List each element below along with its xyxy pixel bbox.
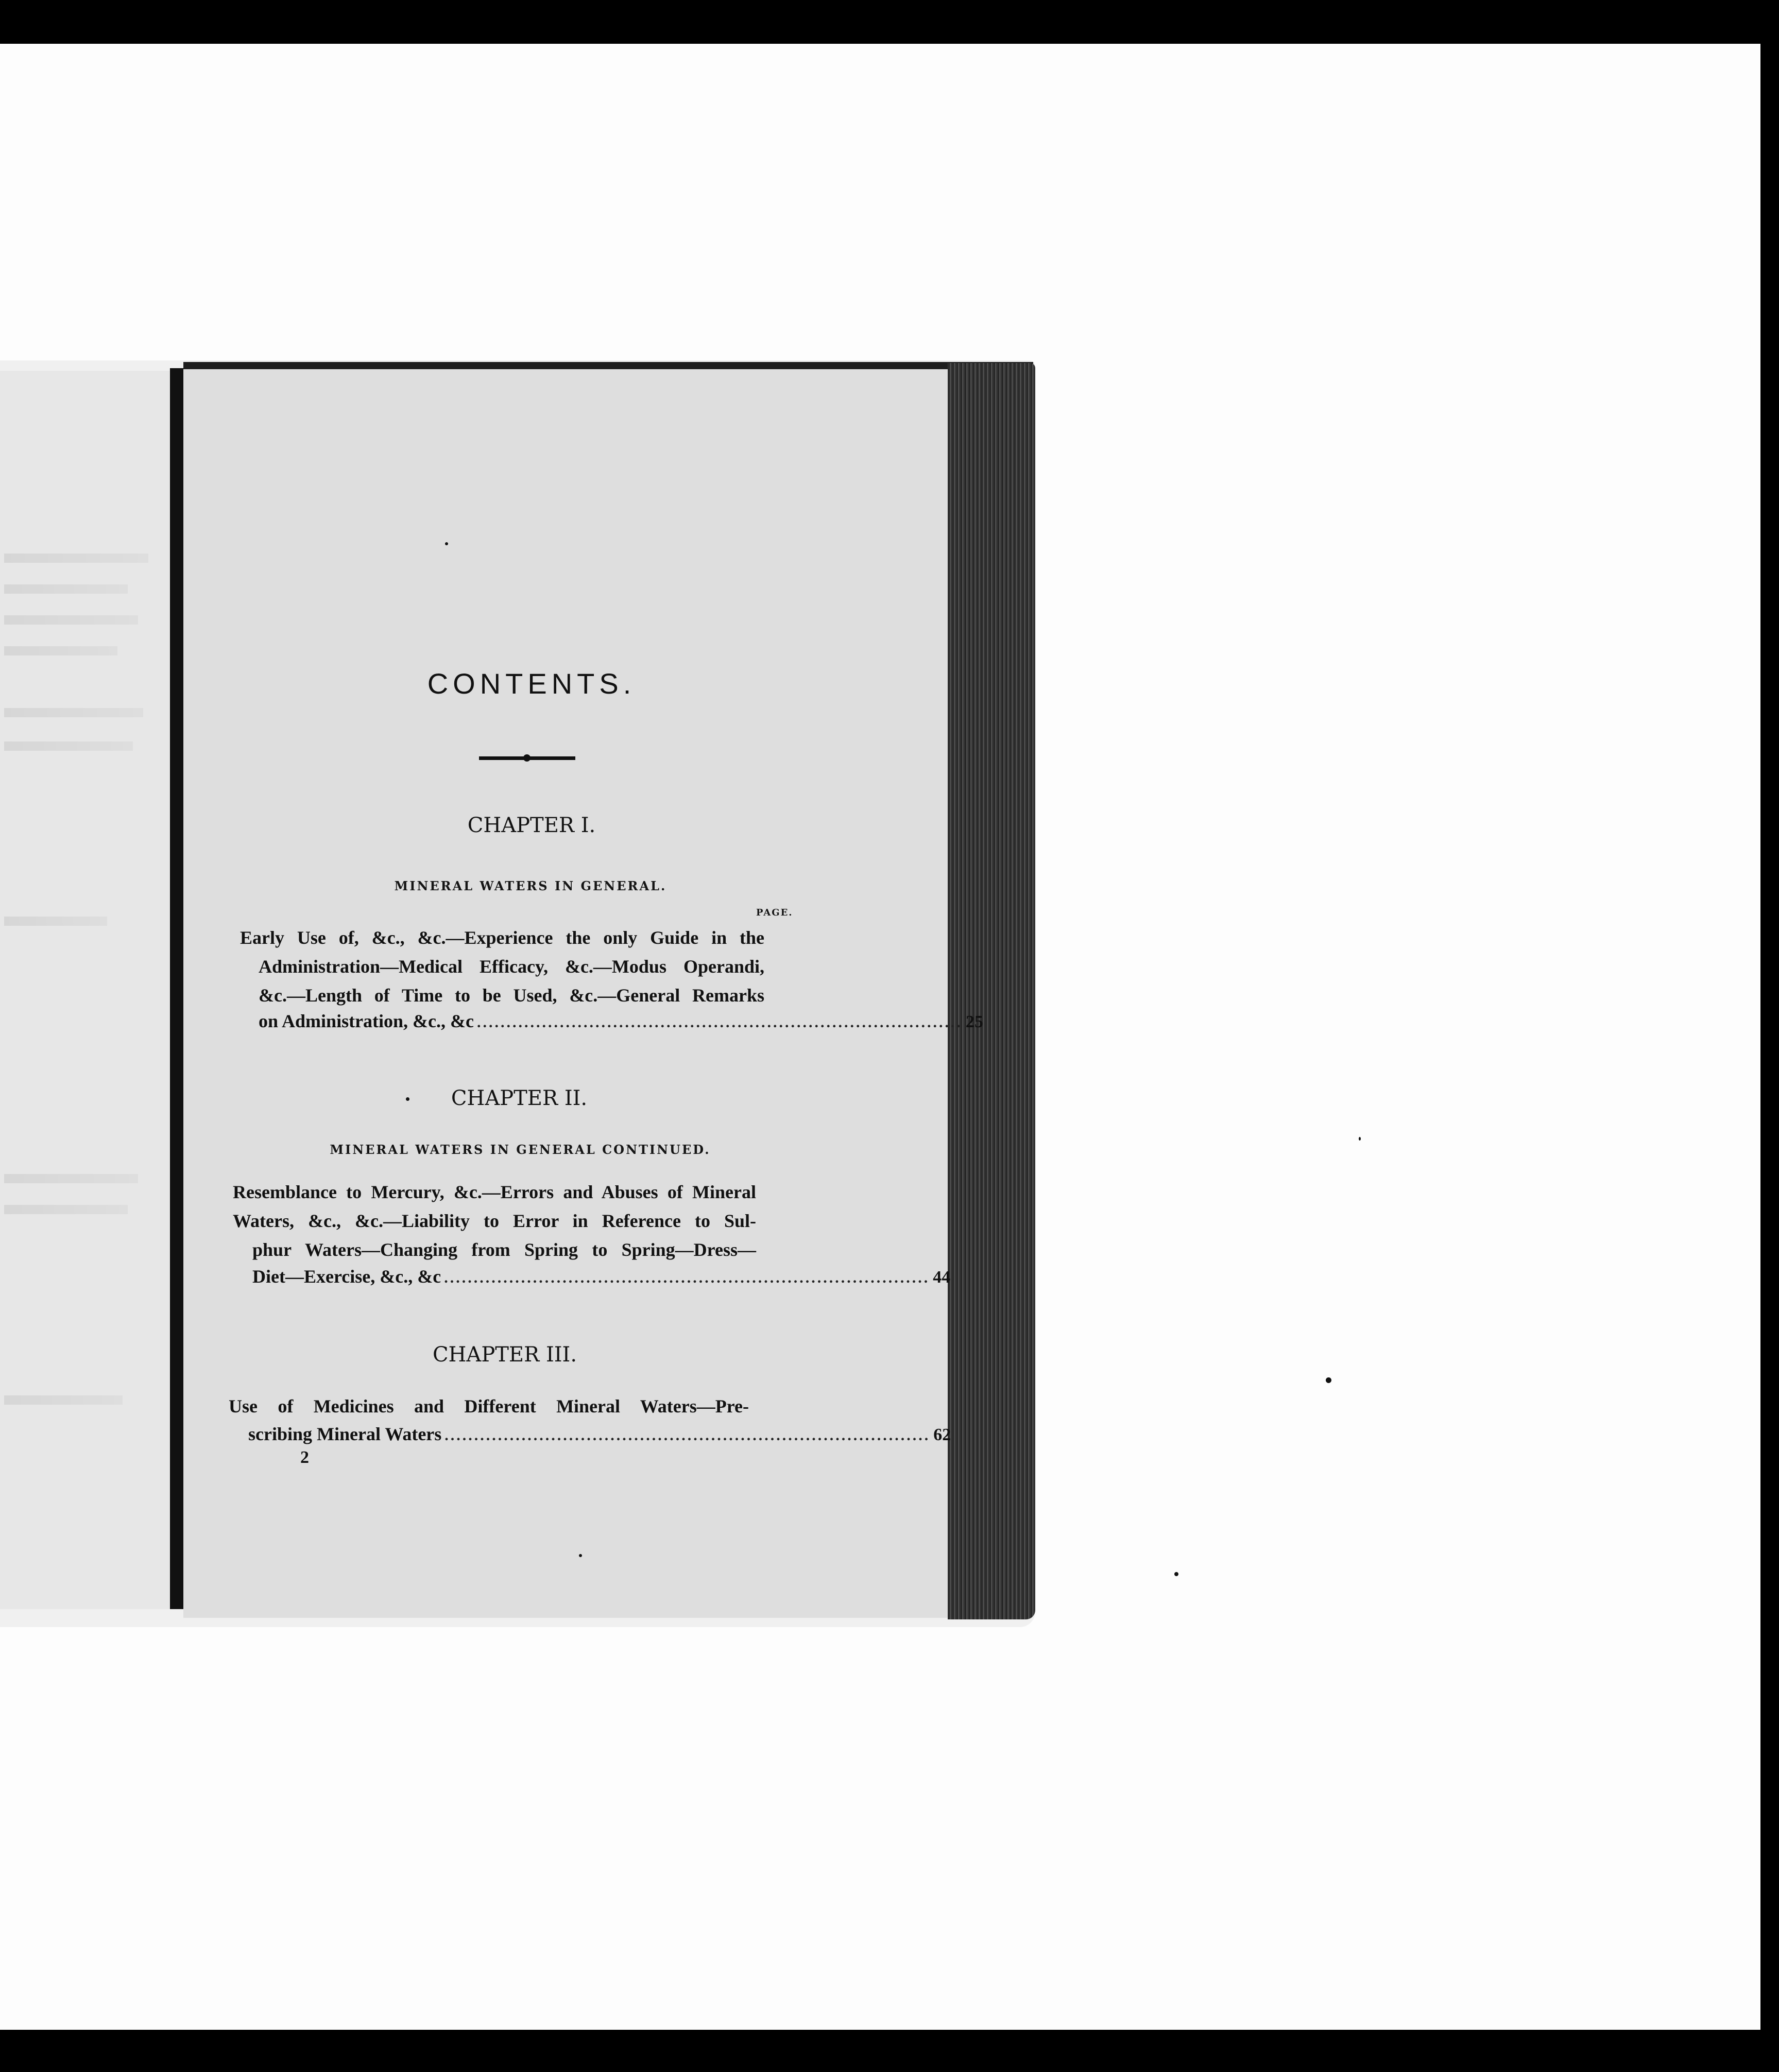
bleed-through-line bbox=[4, 1205, 128, 1214]
dot-leader: .................................................................................. bbox=[444, 1269, 930, 1286]
chapter-1-subtitle: MINERAL WATERS IN GENERAL. bbox=[394, 878, 667, 893]
chapter-1-summary-line: Administration—Medical Efficacy, &c.—Modus Operandi, bbox=[259, 956, 764, 977]
chapter-3-page-number: 62 bbox=[933, 1425, 951, 1444]
chapter-2-toc-entry[interactable] bbox=[252, 1266, 951, 1287]
scan-speck bbox=[1174, 1572, 1178, 1576]
chapter-3-heading: CHAPTER III. bbox=[432, 1343, 577, 1367]
chapter-2-heading: CHAPTER II. bbox=[451, 1086, 588, 1110]
page-column-label: PAGE. bbox=[756, 907, 793, 918]
bleed-through-line bbox=[4, 554, 148, 563]
scan-border-bottom bbox=[0, 2030, 1779, 2072]
bleed-through-line bbox=[4, 708, 143, 717]
left-page bbox=[0, 371, 174, 1609]
bleed-through-line bbox=[4, 917, 107, 926]
chapter-2-subtitle: MINERAL WATERS IN GENERAL CONTINUED. bbox=[330, 1142, 711, 1157]
bleed-through-line bbox=[4, 615, 138, 625]
scan-speck bbox=[1359, 1137, 1361, 1141]
scan-speck bbox=[1326, 1377, 1331, 1383]
chapter-1-heading: CHAPTER I. bbox=[467, 814, 596, 837]
chapter-3-summary-last-line: scribing Mineral Waters bbox=[248, 1424, 442, 1444]
chapter-1-page-number: 25 bbox=[966, 1012, 983, 1031]
bleed-through-line bbox=[4, 1174, 138, 1183]
dot-leader: .................................................................................. bbox=[477, 1014, 963, 1031]
bleed-through-line bbox=[4, 741, 133, 751]
bleed-through-line bbox=[4, 646, 117, 655]
chapter-3-toc-entry[interactable] bbox=[248, 1423, 951, 1445]
chapter-2-summary-line: phur Waters—Changing from Spring to Spring—Dress— bbox=[252, 1239, 756, 1260]
scan-border-top bbox=[0, 0, 1779, 44]
scan-speck bbox=[579, 1554, 582, 1557]
chapter-2-summary-line: Waters, &c., &c.—Liability to Error in Reference to Sul- bbox=[233, 1211, 756, 1231]
bleed-through-line bbox=[4, 584, 128, 594]
chapter-1-summary-last-line: on Administration, &c., &c bbox=[259, 1011, 474, 1031]
scan-border-right bbox=[1760, 0, 1779, 2072]
chapter-1-summary-line: Early Use of, &c., &c.—Experience the only Guide in the bbox=[240, 927, 764, 948]
chapter-2-summary-last-line: Diet—Exercise, &c., &c bbox=[252, 1266, 441, 1287]
chapter-3-summary-line: Use of Medicines and Different Mineral Waters—Pre- bbox=[229, 1396, 749, 1417]
dot-leader: .................................................................................. bbox=[444, 1427, 931, 1444]
page-folio-number: 2 bbox=[300, 1448, 309, 1467]
chapter-1-toc-entry[interactable] bbox=[259, 1010, 983, 1032]
scan-speck bbox=[445, 542, 448, 545]
chapter-2-summary-line: Resemblance to Mercury, &c.—Errors and Abuses of Mineral bbox=[233, 1182, 756, 1202]
chapter-1-summary-line: &c.—Length of Time to be Used, &c.—General Remarks bbox=[259, 985, 764, 1006]
bleed-through-line bbox=[4, 1395, 123, 1405]
title-rule-ornament bbox=[523, 754, 531, 762]
book-spine bbox=[170, 368, 183, 1609]
book-fore-edge bbox=[948, 363, 1035, 1619]
contents-title: CONTENTS. bbox=[427, 667, 636, 700]
scan-speck bbox=[406, 1097, 409, 1101]
chapter-2-page-number: 44 bbox=[933, 1268, 951, 1287]
